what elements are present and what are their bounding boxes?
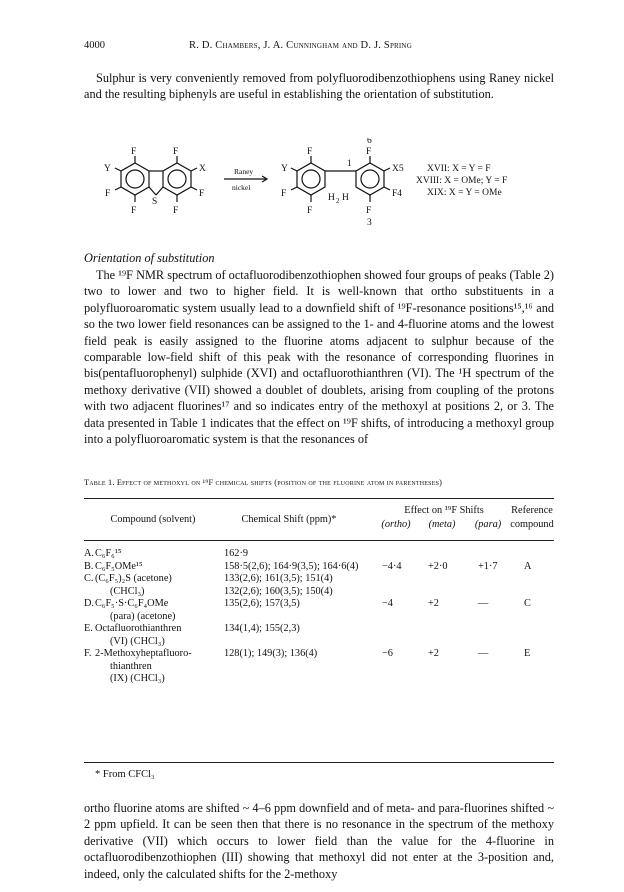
label-subscript-2: 2 bbox=[336, 197, 340, 205]
aromatic-circle bbox=[168, 170, 186, 188]
header-compound: Compound (solvent) bbox=[110, 514, 196, 525]
label-f: F bbox=[307, 206, 313, 216]
position-3: 3 bbox=[367, 218, 372, 228]
table-cell-ref: C bbox=[524, 598, 531, 609]
running-authors: R. D. Chambers, J. A. Cunningham and D. J. Spring bbox=[189, 40, 412, 51]
page-number: 4000 bbox=[84, 40, 105, 51]
table-cell-compound: (CHCl₃) bbox=[110, 585, 145, 597]
table-row bbox=[84, 673, 554, 686]
table-cell-ref: A bbox=[524, 560, 532, 572]
table-cell-para: — bbox=[478, 648, 489, 659]
label-x: X bbox=[199, 164, 206, 174]
label-f: F bbox=[307, 147, 313, 157]
body-paragraph bbox=[84, 267, 554, 447]
label-x5: X5 bbox=[392, 164, 404, 174]
table-cell-meta: +2 bbox=[428, 598, 439, 609]
position-6: 6 bbox=[367, 138, 372, 146]
label-f: F bbox=[366, 147, 372, 157]
table-cell-para: — bbox=[478, 598, 489, 609]
table-cell-shift: 133(2,6); 161(3,5); 151(4) bbox=[224, 573, 333, 584]
closing-paragraph bbox=[84, 800, 554, 882]
table-cell-ortho: −4·4 bbox=[382, 560, 402, 572]
label-f: F bbox=[173, 147, 179, 157]
label-f: F bbox=[173, 206, 179, 216]
table-cell-meta: +2 bbox=[428, 648, 439, 659]
table-footnote: * From CFCl₃ bbox=[95, 769, 155, 780]
table-row bbox=[84, 648, 554, 661]
table-cell-shift: 158·5(2,6); 164·9(3,5); 164·6(4) bbox=[224, 560, 359, 572]
table-cell-compound: (VI) (CHCl₃) bbox=[110, 635, 165, 647]
table-cell-compound: C₆F₆¹⁵ bbox=[95, 548, 122, 559]
compound-xix: XIX: X = Y = OMe bbox=[427, 188, 502, 198]
table-cell-ortho: −4 bbox=[382, 598, 393, 609]
section-heading: Orientation of substitution bbox=[84, 251, 215, 265]
label-f: F bbox=[131, 206, 137, 216]
table-row bbox=[84, 661, 554, 674]
table-cell-ref: E bbox=[524, 648, 531, 659]
left-benzene-ring-a bbox=[121, 163, 149, 195]
table-cell-compound: thianthren bbox=[110, 660, 152, 672]
table-cell-shift: 135(2,6); 157(3,5) bbox=[224, 598, 300, 609]
label-f: F bbox=[281, 189, 287, 199]
compound-xvii: XVII: X = Y = F bbox=[427, 164, 491, 174]
table-cell-compound: 2-Methoxyheptafluoro- bbox=[95, 648, 192, 659]
table-row bbox=[84, 623, 554, 636]
table-cell-label: B. bbox=[84, 560, 94, 572]
table-cell-shift: 134(1,4); 155(2,3) bbox=[224, 623, 300, 634]
label-y: Y bbox=[281, 164, 288, 174]
reagent-raney: Raney bbox=[234, 167, 254, 176]
table-cell-label: E. bbox=[84, 623, 93, 634]
closing-text: ortho fluorine atoms are shifted ~ 4–6 ppm downfield and of meta- and para-fluorines shifted ~ 2 ppm upfield. It can be seen then that there is no resonance in the spectrum of the methoxy derivative (VII) which occurs to lower field than the value for the 4-fluorine in octafluorodibenzothiophen (III) showing that methoxyl did not enter at the 3-position and, indeed, only the calculated shifts for the 2-methoxy bbox=[84, 801, 554, 881]
header-reference-compound: compound bbox=[510, 519, 554, 530]
header-meta: (meta) bbox=[428, 519, 456, 530]
table-caption: Table 1. Effect of methoxyl on ¹⁹F chemical shifts (position of the fluorine atom in parentheses) bbox=[84, 478, 443, 487]
label-f: F bbox=[131, 147, 137, 157]
aromatic-circle bbox=[361, 170, 379, 188]
table-row bbox=[84, 636, 554, 649]
header-ortho: (ortho) bbox=[381, 519, 411, 530]
table-cell-label: F. bbox=[84, 648, 92, 659]
table-cell-compound: C₆F₅OMe¹⁵ bbox=[95, 560, 143, 572]
left-benzene-ring-b bbox=[163, 163, 191, 195]
table-cell-para: +1·7 bbox=[478, 560, 498, 572]
table-row bbox=[84, 561, 554, 574]
label-f4: F4 bbox=[392, 189, 403, 199]
header-chemical-shift: Chemical Shift (ppm)* bbox=[241, 514, 337, 525]
table-row bbox=[84, 611, 554, 624]
table-cell-compound: Octafluorothianthren bbox=[95, 623, 182, 634]
table-cell-shift: 162·9 bbox=[224, 548, 249, 559]
label-f: F bbox=[366, 206, 372, 216]
table-cell-compound: (C₆F₅)₂S (acetone) bbox=[95, 573, 172, 584]
table-header bbox=[84, 500, 554, 540]
aromatic-circle bbox=[126, 170, 144, 188]
right-benzene-ring-b bbox=[356, 163, 384, 195]
intro-text: Sulphur is very conveniently removed from polyfluorodibenzothiophens using Raney nickel and the resulting biphenyls are useful in establishing the orientation of substitution. bbox=[84, 71, 554, 102]
table-top-rule bbox=[84, 498, 554, 499]
table-cell-label: C. bbox=[84, 573, 94, 584]
header-effect: Effect on ¹⁹F Shifts bbox=[404, 505, 484, 516]
table-bottom-rule bbox=[84, 762, 554, 763]
table-body bbox=[84, 548, 554, 758]
label-h: H bbox=[328, 193, 335, 203]
header-para: (para) bbox=[474, 519, 502, 530]
body-text: The ¹⁹F NMR spectrum of octafluorodibenzothiophen showed four groups of peaks (Table 2) two to lower and two to higher field. It is well-known that ortho substituents in a polyfluoroaromatic system usually lead to a downfield shift of ¹⁹F-resonance positions¹⁵,¹⁶ and so the two lower field resonances can be assigned to the 1- and 4-fluorine atoms and the lowest field peak is easily assigned to the fluorine atoms adjacent to sulphur because of the comparable low-field shift of this peak with the resonance of corresponding fluorines in bis(pentafluorophenyl) sulphide (XVI) and octafluorothianthren (VI). The ¹H spectrum of the methoxy derivative (VII) showed a doublet of doublets, arising from coupling of the protons with two adjacent fluorines¹⁷ and so indicates entry of the methoxyl at positions 2, or 3. The data presented in Table 1 indicates that the effect on ¹⁹F shifts, of introducing a methoxyl group into a polyfluoroaromatic system is that the resonances of bbox=[84, 268, 554, 447]
reaction-scheme bbox=[84, 138, 554, 258]
table-cell-shift: 132(2,6); 160(3,5); 150(4) bbox=[224, 585, 333, 597]
table-row bbox=[84, 586, 554, 599]
reagent-nickel: nickel bbox=[232, 183, 251, 192]
right-benzene-ring-a bbox=[297, 163, 325, 195]
label-s: S bbox=[152, 197, 158, 207]
table-cell-shift: 128(1); 149(3); 136(4) bbox=[224, 648, 318, 659]
aromatic-circle bbox=[302, 170, 320, 188]
label-y: Y bbox=[104, 164, 111, 174]
table-cell-ortho: −6 bbox=[382, 648, 393, 659]
table-row bbox=[84, 598, 554, 611]
table-header-rule bbox=[84, 540, 554, 541]
scheme-drawing bbox=[84, 138, 554, 258]
table-cell-label: A. bbox=[84, 548, 95, 559]
label-f: F bbox=[199, 189, 205, 199]
table-row bbox=[84, 548, 554, 561]
intro-paragraph bbox=[84, 70, 554, 103]
table-cell-label: D. bbox=[84, 598, 95, 609]
table-cell-meta: +2·0 bbox=[428, 560, 448, 572]
table-cell-compound: C₆F₅·S·C₆F₄OMe bbox=[95, 598, 169, 609]
compound-xviii: XVIII: X = OMe; Y = F bbox=[416, 176, 508, 186]
table-cell-compound: (para) (acetone) bbox=[110, 610, 176, 622]
label-h: H bbox=[342, 193, 349, 203]
label-f: F bbox=[105, 189, 111, 199]
header-reference: Reference bbox=[511, 505, 553, 516]
table-row bbox=[84, 573, 554, 586]
position-1: 1 bbox=[347, 159, 352, 169]
table-cell-compound: (IX) (CHCl₃) bbox=[110, 673, 165, 684]
